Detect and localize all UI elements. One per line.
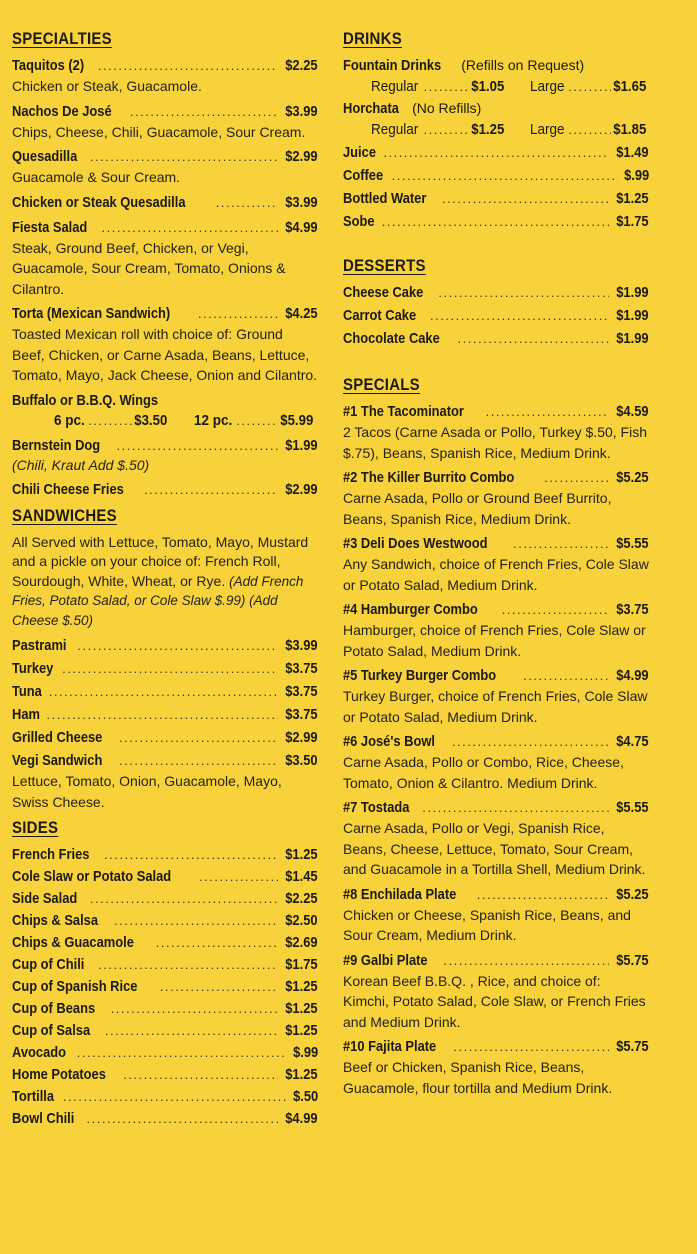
regular-label: Regular xyxy=(371,78,419,95)
item-name: Chocolate Cake xyxy=(343,330,440,347)
leader-dots xyxy=(119,728,278,747)
menu-item xyxy=(12,1065,318,1085)
leader-dots xyxy=(442,189,610,208)
leader-dots xyxy=(523,666,609,685)
menu-item xyxy=(343,468,649,529)
menu-item xyxy=(12,1087,318,1107)
leader-dots xyxy=(430,306,609,325)
leader-dots xyxy=(63,1087,287,1106)
menu-item xyxy=(343,951,649,1033)
menu-item xyxy=(343,534,649,595)
item-name: #6 José's Bowl xyxy=(343,733,435,750)
item-name: Grilled Cheese xyxy=(12,729,103,746)
menu-item xyxy=(12,1043,318,1063)
wings-options xyxy=(12,410,318,431)
leader-dots xyxy=(424,76,469,97)
item-name: Taquitos (2) xyxy=(12,57,85,74)
item-name: Sobe xyxy=(343,213,375,230)
leader-dots xyxy=(443,951,609,970)
leader-dots xyxy=(102,218,279,237)
item-price: $5.25 xyxy=(616,469,649,486)
item-price: $1.99 xyxy=(616,330,649,347)
leader-dots xyxy=(105,1021,279,1040)
leader-dots xyxy=(123,1065,278,1084)
item-name: #10 Fajita Plate xyxy=(343,1038,437,1055)
item-name: Turkey xyxy=(12,660,54,677)
menu-item xyxy=(343,600,649,661)
item-price: $3.75 xyxy=(285,683,318,700)
item-name: Vegi Sandwich xyxy=(12,752,103,769)
item-price: $5.75 xyxy=(616,951,649,969)
item-desc: Toasted Mexican roll with choice of: Ground Beef, Chicken, or Carne Asada, Beans, Lettuce, Tomato, Mayo, Jack Cheese, Onion and Cilantro. xyxy=(12,326,318,383)
item-name: Side Salad xyxy=(12,890,78,907)
item-desc: Chicken or Steak, Guacamole. xyxy=(12,78,202,94)
item-price: $2.50 xyxy=(285,912,318,929)
item-name: Carrot Cake xyxy=(343,307,417,324)
item-name: Cup of Salsa xyxy=(12,1022,91,1039)
item-price: $3.99 xyxy=(285,637,318,654)
item-desc: Turkey Burger, choice of French Fries, Cole Slaw or Potato Salad, Medium Drink. xyxy=(343,688,648,725)
specialties-heading: SPECIALTIES xyxy=(12,29,112,48)
item-name: Tuna xyxy=(12,683,42,700)
item-name: Cup of Spanish Rice xyxy=(12,978,138,995)
item-price: $5.55 xyxy=(616,535,649,552)
leader-dots xyxy=(198,304,279,323)
leader-dots xyxy=(502,600,610,619)
leader-dots xyxy=(156,933,279,952)
menu-item xyxy=(12,933,318,953)
item-name: #7 Tostada xyxy=(343,799,410,816)
menu-item xyxy=(12,1109,318,1129)
item-price: $1.99 xyxy=(285,436,318,454)
leader-dots xyxy=(62,659,278,678)
menu-item xyxy=(343,212,649,232)
item-name: Bernstein Dog xyxy=(12,436,101,454)
menu-item xyxy=(12,147,318,188)
item-price: $5.55 xyxy=(616,799,649,816)
fountain-sizes xyxy=(343,76,649,97)
item-price: $4.75 xyxy=(616,733,649,750)
leader-dots xyxy=(486,402,610,421)
item-price: $1.49 xyxy=(616,144,649,161)
menu-item xyxy=(343,402,649,463)
wings-6pc-price: $3.50 xyxy=(134,411,168,429)
menu-item xyxy=(12,728,318,748)
item-name: French Fries xyxy=(12,846,90,863)
menu-item xyxy=(12,705,318,725)
leader-dots xyxy=(104,845,278,864)
item-price: $2.99 xyxy=(285,480,318,498)
item-name: Fiesta Salad xyxy=(12,218,88,236)
item-desc: Carne Asada, Pollo or Ground Beef Burrito, Beans, Spanish Rice, Medium Drink. xyxy=(343,490,612,527)
leader-dots xyxy=(119,751,278,770)
menu-item xyxy=(343,329,649,349)
item-name: Tortilla xyxy=(12,1088,55,1105)
item-price: $4.99 xyxy=(285,218,318,236)
item-price: $3.75 xyxy=(285,660,318,677)
leader-dots xyxy=(117,436,279,455)
menu-item xyxy=(12,845,318,865)
left-column xyxy=(12,28,318,1131)
item-price: $1.75 xyxy=(616,213,649,230)
leader-dots xyxy=(424,119,469,140)
leader-dots xyxy=(199,867,278,886)
specials-heading: SPECIALS xyxy=(343,375,420,394)
menu-item xyxy=(12,889,318,909)
menu-item xyxy=(12,911,318,931)
leader-dots xyxy=(77,1043,287,1062)
item-desc: 2 Tacos (Carne Asada or Pollo, Turkey $.50, Fish $.75), Beans, Spanish Rice, Medium Drink. xyxy=(343,424,648,461)
menu-item xyxy=(343,283,649,303)
item-price: $2.99 xyxy=(285,729,318,746)
item-name: Bowl Chili xyxy=(12,1110,75,1127)
item-desc: Chicken or Cheese, Spanish Rice, Beans, and Sour Cream, Medium Drink. xyxy=(343,906,631,943)
sandwiches-heading: SANDWICHES xyxy=(12,505,117,525)
item-price: $.99 xyxy=(623,167,649,184)
item-price: $1.25 xyxy=(285,978,318,995)
leader-dots xyxy=(160,977,279,996)
item-name: Cup of Beans xyxy=(12,1000,96,1017)
leader-dots xyxy=(382,212,610,231)
drinks-heading: DRINKS xyxy=(343,29,402,48)
large-label: Large xyxy=(529,121,565,138)
menu-item xyxy=(12,436,318,475)
leader-dots xyxy=(216,193,279,212)
horchata-sizes xyxy=(343,119,649,140)
menu-item xyxy=(12,304,318,386)
menu-item xyxy=(12,636,318,656)
wings-item xyxy=(12,391,318,431)
item-price: $4.59 xyxy=(616,403,649,420)
item-name: Horchata xyxy=(343,100,399,117)
item-price: $2.99 xyxy=(285,148,318,165)
item-name: Chicken or Steak Quesadilla xyxy=(12,193,186,211)
menu-item xyxy=(12,480,318,500)
menu-item xyxy=(12,56,318,97)
item-note: (Refills on Request) xyxy=(461,57,585,73)
item-price: $1.25 xyxy=(285,1022,318,1039)
menu-item xyxy=(12,193,318,213)
item-price: $2.25 xyxy=(285,57,318,74)
item-name: #4 Hamburger Combo xyxy=(343,601,478,618)
item-price: $.50 xyxy=(292,1088,318,1105)
item-desc: Guacamole & Sour Cream. xyxy=(12,169,181,185)
item-desc: Carne Asada, Pollo or Vegi, Spanish Rice, Beans, Cheese, Lettuce, Tomato, Sour Cream, and Guacamole in a Tortilla Shell, Medium Drink. xyxy=(343,820,646,877)
item-price: $1.99 xyxy=(616,307,649,324)
item-price: $4.99 xyxy=(285,1110,318,1127)
item-price: $2.69 xyxy=(285,934,318,951)
item-desc: Hamburger, choice of French Fries, Cole Slaw or Potato Salad, Medium Drink. xyxy=(343,622,646,659)
menu-item xyxy=(343,798,649,880)
item-price: $1.25 xyxy=(285,1066,318,1083)
item-name: Nachos De José xyxy=(12,102,112,120)
item-name: Quesadilla xyxy=(12,148,78,165)
item-price: $3.75 xyxy=(616,601,649,618)
menu-item xyxy=(12,1021,318,1041)
item-name: Chips & Guacamole xyxy=(12,934,134,951)
fountain-drinks-item xyxy=(343,56,649,97)
menu-item xyxy=(12,999,318,1019)
right-column xyxy=(343,28,649,1103)
menu-item xyxy=(343,732,649,793)
leader-dots xyxy=(130,102,279,121)
item-desc: Beef or Chicken, Spanish Rice, Beans, Guacamole, flour tortilla and Medium Drink. xyxy=(343,1059,613,1096)
item-price: $3.75 xyxy=(285,706,318,723)
menu-item xyxy=(12,867,318,887)
menu-item xyxy=(343,306,649,326)
item-name: Cup of Chili xyxy=(12,956,85,973)
item-price: $5.75 xyxy=(616,1038,649,1055)
menu-item xyxy=(343,1037,649,1098)
leader-dots xyxy=(87,1109,279,1128)
item-name: Chips & Salsa xyxy=(12,912,99,929)
regular-price: $1.25 xyxy=(470,121,505,138)
drinks-list xyxy=(343,143,649,232)
leader-dots xyxy=(98,955,278,974)
item-name: #5 Turkey Burger Combo xyxy=(343,667,497,684)
item-price: $2.25 xyxy=(285,890,318,907)
item-name: Avocado xyxy=(12,1044,67,1061)
item-price: $3.50 xyxy=(285,752,318,769)
leader-dots xyxy=(568,119,611,140)
item-note: (No Refills) xyxy=(412,100,482,116)
item-price: $1.25 xyxy=(285,1000,318,1017)
leader-dots xyxy=(90,147,279,166)
wings-12pc-price: $5.99 xyxy=(280,411,314,429)
item-desc: Lettuce, Tomato, Onion, Guacamole, Mayo, Swiss Cheese. xyxy=(12,773,282,810)
item-price: $3.99 xyxy=(285,102,318,120)
menu-item xyxy=(343,189,649,209)
item-price: $4.25 xyxy=(285,305,318,322)
item-name: Torta (Mexican Sandwich) xyxy=(12,305,171,322)
item-price: $.99 xyxy=(292,1044,318,1061)
leader-dots xyxy=(438,283,609,302)
leader-dots xyxy=(513,534,609,553)
desserts-list xyxy=(343,283,649,349)
wings-6pc-label: 6 pc. xyxy=(54,411,85,429)
item-name: Home Potatoes xyxy=(12,1066,106,1083)
item-name: Cheese Cake xyxy=(343,284,424,301)
item-price: $1.45 xyxy=(285,868,318,885)
item-price: $1.75 xyxy=(285,956,318,973)
leader-dots xyxy=(77,636,278,655)
leader-dots xyxy=(477,885,610,904)
large-price: $1.85 xyxy=(613,121,647,138)
item-desc: Korean Beef B.B.Q. , Rice, and choice of: Kimchi, Potato Salad, Cole Slaw, or French Fries and Medium Drink. xyxy=(343,972,646,1030)
item-name: Cole Slaw or Potato Salad xyxy=(12,868,172,885)
leader-dots xyxy=(452,732,610,751)
item-name: Chili Cheese Fries xyxy=(12,480,124,498)
menu-item xyxy=(12,218,318,300)
menu-item xyxy=(343,143,649,163)
leader-dots xyxy=(453,1037,609,1056)
sides-heading: SIDES xyxy=(12,818,59,837)
leader-dots xyxy=(114,911,278,930)
item-price: $4.99 xyxy=(616,667,649,684)
menu-item xyxy=(12,977,318,997)
item-name: Pastrami xyxy=(12,637,67,654)
menu-item xyxy=(12,751,318,812)
item-name: Buffalo or B.B.Q. Wings xyxy=(12,391,159,409)
item-name: #8 Enchilada Plate xyxy=(343,885,457,903)
menu-item xyxy=(12,955,318,975)
leader-dots xyxy=(236,410,278,431)
item-note: (Chili, Kraut Add $.50) xyxy=(12,456,150,473)
item-desc: Chips, Cheese, Chili, Guacamole, Sour Cream. xyxy=(12,123,306,140)
item-price: $1.25 xyxy=(616,190,649,207)
leader-dots xyxy=(422,798,609,817)
item-name: Bottled Water xyxy=(343,190,427,207)
horchata-item xyxy=(343,99,649,140)
leader-dots xyxy=(90,889,279,908)
item-name: #2 The Killer Burrito Combo xyxy=(343,469,515,486)
leader-dots xyxy=(88,410,132,431)
item-name: Ham xyxy=(12,706,40,723)
item-price: $1.25 xyxy=(285,846,318,863)
leader-dots xyxy=(458,329,610,348)
leader-dots xyxy=(144,480,278,499)
leader-dots xyxy=(47,705,279,724)
leader-dots xyxy=(568,76,611,97)
item-name: #9 Galbi Plate xyxy=(343,951,428,969)
menu-item xyxy=(12,682,318,702)
desserts-heading: DESSERTS xyxy=(343,256,426,275)
menu-item xyxy=(343,885,649,946)
leader-dots xyxy=(49,682,279,701)
menu-item xyxy=(12,102,318,143)
leader-dots xyxy=(544,468,609,487)
item-desc: Carne Asada, Pollo or Combo, Rice, Cheese, Tomato, Onion & Cilantro. Medium Drink. xyxy=(343,754,624,791)
regular-label: Regular xyxy=(371,121,419,138)
item-price: $5.25 xyxy=(616,885,649,903)
leader-dots xyxy=(392,166,618,185)
large-price: $1.65 xyxy=(613,78,647,95)
item-desc: Steak, Ground Beef, Chicken, or Vegi, Guacamole, Sour Cream, Tomato, Onions & Cilantro. xyxy=(12,239,286,297)
specials-list xyxy=(343,402,649,1098)
item-desc: Any Sandwich, choice of French Fries, Cole Slaw or Potato Salad, Medium Drink. xyxy=(343,556,649,593)
item-price: $3.99 xyxy=(285,193,318,211)
leader-dots xyxy=(111,999,279,1018)
leader-dots xyxy=(383,143,609,162)
sandwiches-intro-text: All Served with Lettuce, Tomato, Mayo, Mustard and a pickle on your choice of: French Roll, Sourdough, White, Wheat, or Rye. xyxy=(12,533,309,589)
sides-list xyxy=(12,845,318,1129)
item-price: $1.99 xyxy=(616,284,649,301)
item-name: #3 Deli Does Westwood xyxy=(343,535,488,552)
menu-item xyxy=(12,659,318,679)
large-label: Large xyxy=(529,78,565,95)
item-name: #1 The Tacominator xyxy=(343,403,464,420)
item-name: Juice xyxy=(343,144,376,161)
wings-12pc-label: 12 pc. xyxy=(193,411,233,429)
sandwiches-addons-note: (Add French Fries, Potato Salad, or Cole Slaw $.99) (Add Cheese $.50) xyxy=(12,573,304,628)
menu-item xyxy=(343,166,649,186)
item-name: Coffee xyxy=(343,167,384,184)
sandwiches-intro xyxy=(12,533,318,631)
leader-dots xyxy=(98,56,279,75)
menu-item xyxy=(343,666,649,727)
regular-price: $1.05 xyxy=(470,78,505,95)
item-name: Fountain Drinks xyxy=(343,57,442,74)
